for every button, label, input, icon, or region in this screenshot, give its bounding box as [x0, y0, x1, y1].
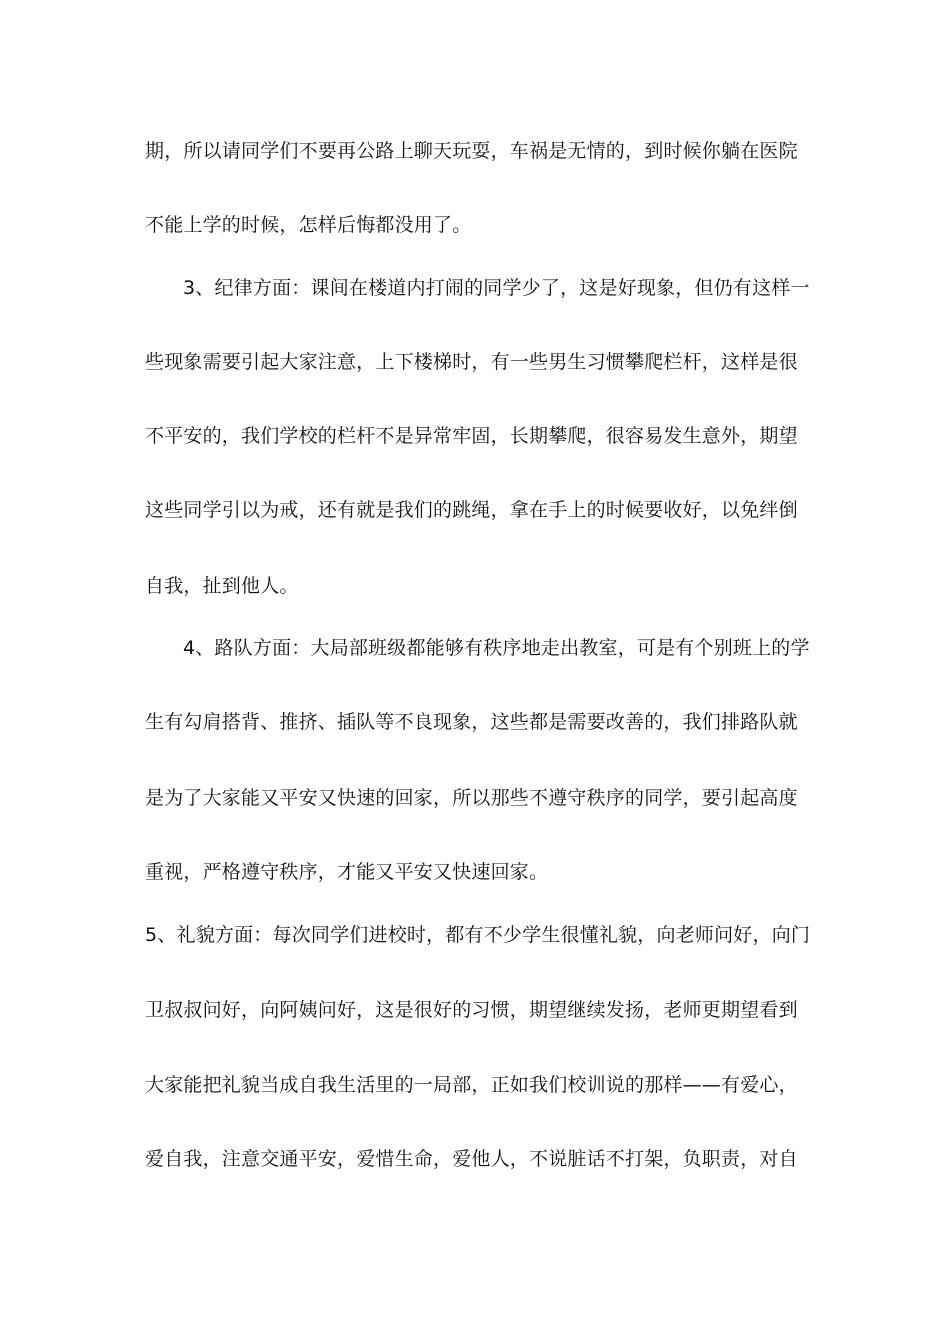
paragraph-line: 期，所以请同学们不要再公路上聊天玩耍，车祸是无情的，到时候你躺在医院 — [145, 140, 798, 162]
paragraph-line-3-discipline: 3、纪律方面：课间在楼道内打闹的同学少了，这是好现象，但仍有这样一 — [183, 277, 810, 299]
paragraph-line: 些现象需要引起大家注意，上下楼梯时，有一些男生习惯攀爬栏杆，这样是很 — [145, 351, 798, 373]
paragraph-line-5-manners: 5、礼貌方面：每次同学们进校时，都有不少学生很懂礼貌，向老师问好，向门 — [145, 924, 811, 946]
paragraph-line: 卫叔叔问好，向阿姨问好，这是很好的习惯，期望继续发扬，老师更期望看到 — [145, 999, 798, 1021]
paragraph-line: 自我，扯到他人。 — [145, 575, 299, 597]
paragraph-line: 这些同学引以为戒，还有就是我们的跳绳，拿在手上的时候要收好，以免绊倒 — [145, 499, 798, 521]
paragraph-line: 生有勾肩搭背、推挤、插队等不良现象，这些都是需要改善的，我们排路队就 — [145, 711, 798, 733]
paragraph-line: 是为了大家能又平安又快速的回家，所以那些不遵守秩序的同学，要引起高度 — [145, 787, 798, 809]
paragraph-line: 重视，严格遵守秩序，才能又平安又快速回家。 — [145, 861, 549, 883]
paragraph-line: 大家能把礼貌当成自我生活里的一局部，正如我们校训说的那样——有爱心， — [145, 1074, 798, 1096]
paragraph-line-4-queue: 4、路队方面：大局部班级都能够有秩序地走出教室，可是有个别班上的学 — [183, 637, 810, 659]
paragraph-line: 不平安的，我们学校的栏杆不是异常牢固，长期攀爬，很容易发生意外，期望 — [145, 425, 798, 447]
paragraph-line: 不能上学的时候，怎样后悔都没用了。 — [145, 214, 472, 236]
paragraph-line: 爱自我，注意交通平安，爱惜生命，爱他人，不说脏话不打架，负职责，对自 — [145, 1148, 798, 1170]
